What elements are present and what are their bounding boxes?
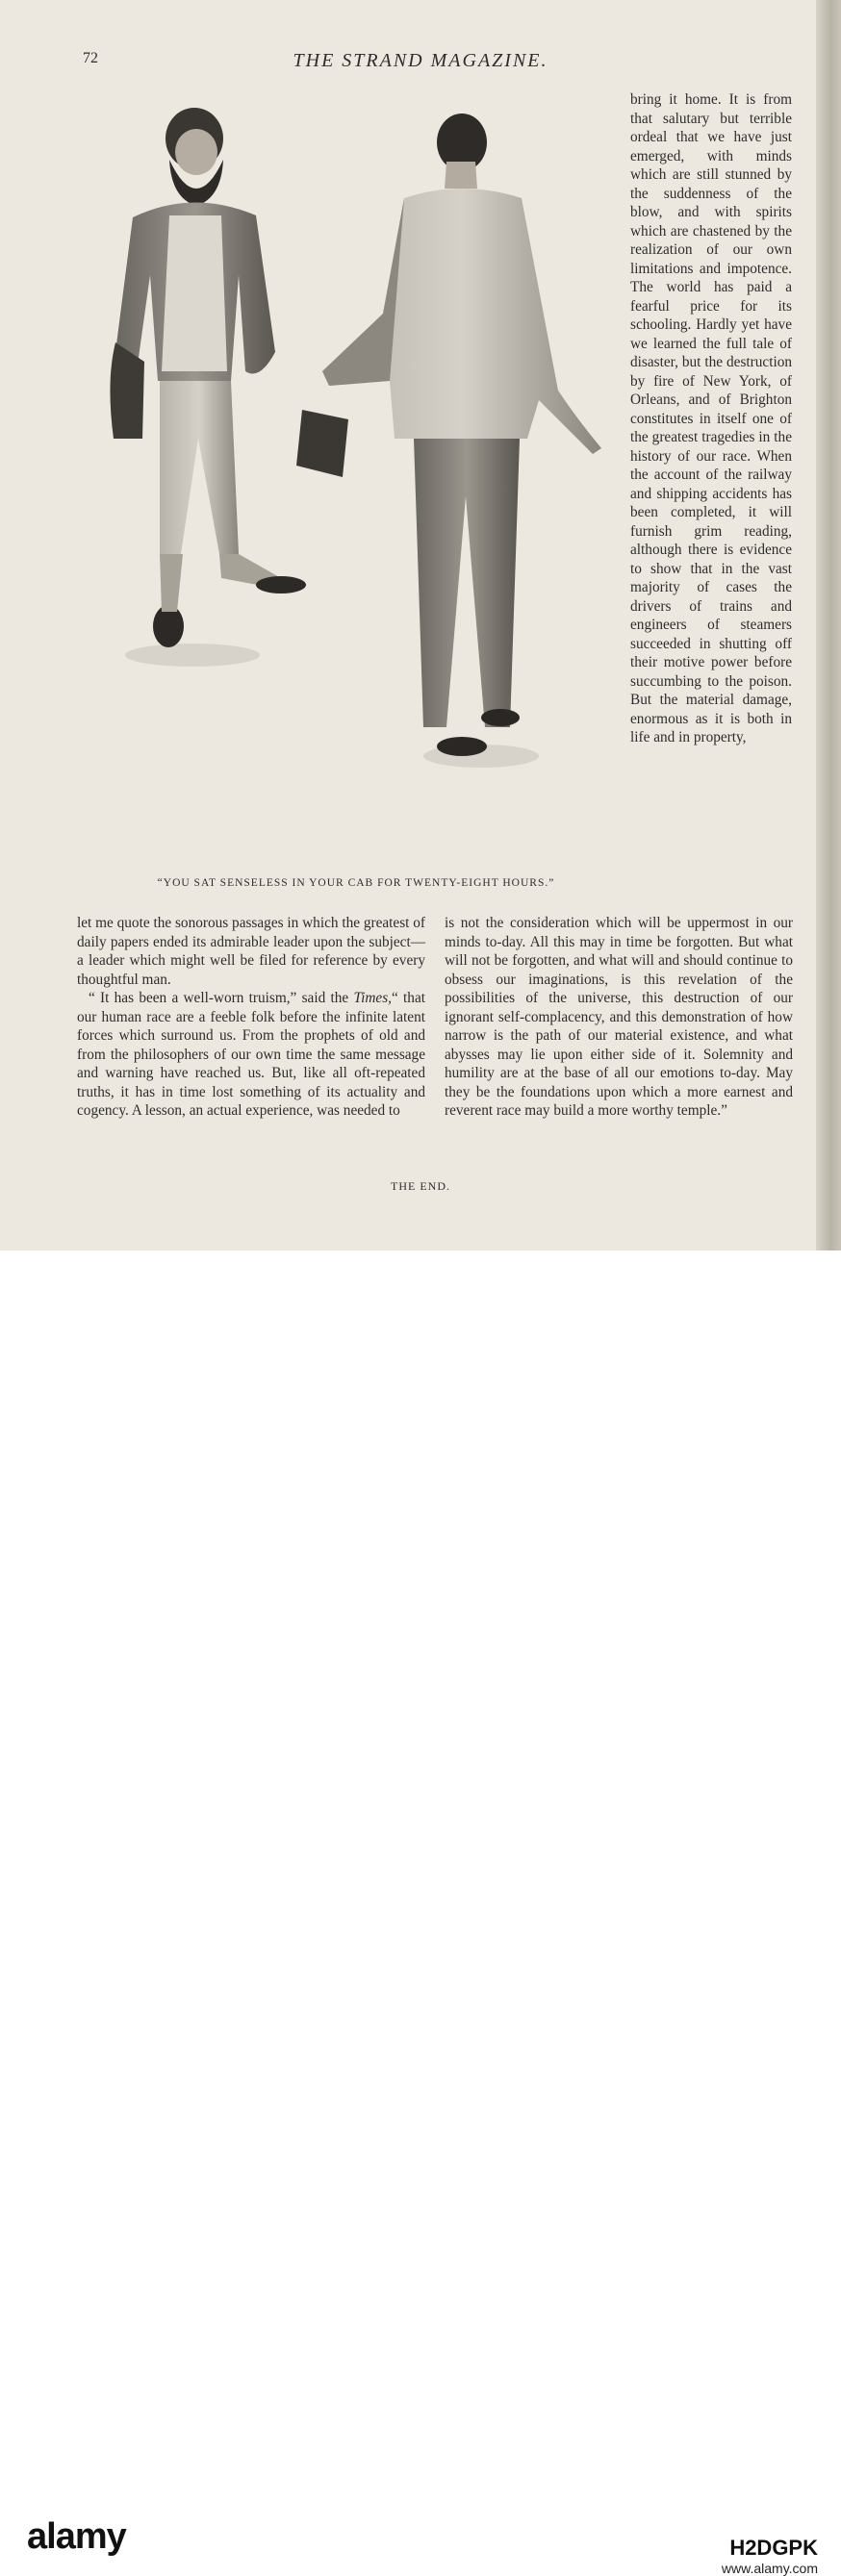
left-paragraph-2 [77,989,425,1121]
bearded-man-figure [110,108,306,647]
the-end-label: THE END. [391,1179,450,1193]
image-id: H2DGPK [729,2536,818,2560]
running-title: THE STRAND MAGAZINE. [293,50,548,71]
young-man-figure [296,114,601,756]
page-number: 72 [83,50,98,66]
page-gutter [816,0,841,1250]
quote-intro: “ It has been a well-worn truism,” said the [89,990,354,1006]
quote-body: “ that our human race are a feeble folk before the infinite latent forces which surround us. From the prophets of old and from the philosophers of our own time the same message and warning have reached us. But, like all oft-repeated truths, it has in time lost something of its actuality and cogency. A lesson, an actual experience, was needed to [77,990,425,1119]
brand-url: www.alamy.com [721,2561,818,2576]
newspaper-name: Times, [353,990,392,1006]
bottom-right-column-text: is not the consideration which will be uppermost in our minds to-day. All this may in time be forgotten. But what will not be forgotten, and what will and should continue to obsess our imaginations, is this revelation of the possibilities of the universe, this destruction of our ignorant self-complacency, and this demonstration of how narrow is the path of our material existence, and what abysses may lie upon either side of it. Solemnity and humility are at the base of all our emotions to-day. May they be the foundations upon which a more earnest and reverent race may build a more worthy temple.” [445,915,793,1119]
left-column [77,914,425,1121]
ground-shadow [125,644,260,667]
brand-logo: alamy [27,2516,126,2557]
right-column-text: bring it home. It is from that salutary but terrible ordeal that we have just emerged, with minds which are still stunned by the suddenness of the blow, and with spirits which are chastened by the realization of our own limitations and impotence. The world has paid a fearful price for its schooling. Hardly yet have we learned the full tale of disaster, but the destruction by fire of New York, of Orleans, and of Brighton constitutes in itself one of the greatest tragedies in the history of our race. When the account of the railway and shipping accidents has been completed, it will furnish grim reading, although there is evidence to show that in the vast majority of cases the drivers of trains and engineers of steamers succeeded in shutting off their motive power before succumbing to the poison. But the material damage, enormous as it is both in life and in property, [630,91,792,745]
illustration [77,92,635,881]
left-paragraph-1: let me quote the sonorous passages in which the greatest of daily papers ended its admirable leader upon the subject—a leader which might well be filed for reference by every thoughtful man. [77,915,425,988]
watermark-footer [0,1250,841,2576]
magazine-page [0,0,841,1250]
illustration-caption: “YOU SAT SENSELESS IN YOUR CAB FOR TWENTY-EIGHT HOURS.” [157,877,555,889]
